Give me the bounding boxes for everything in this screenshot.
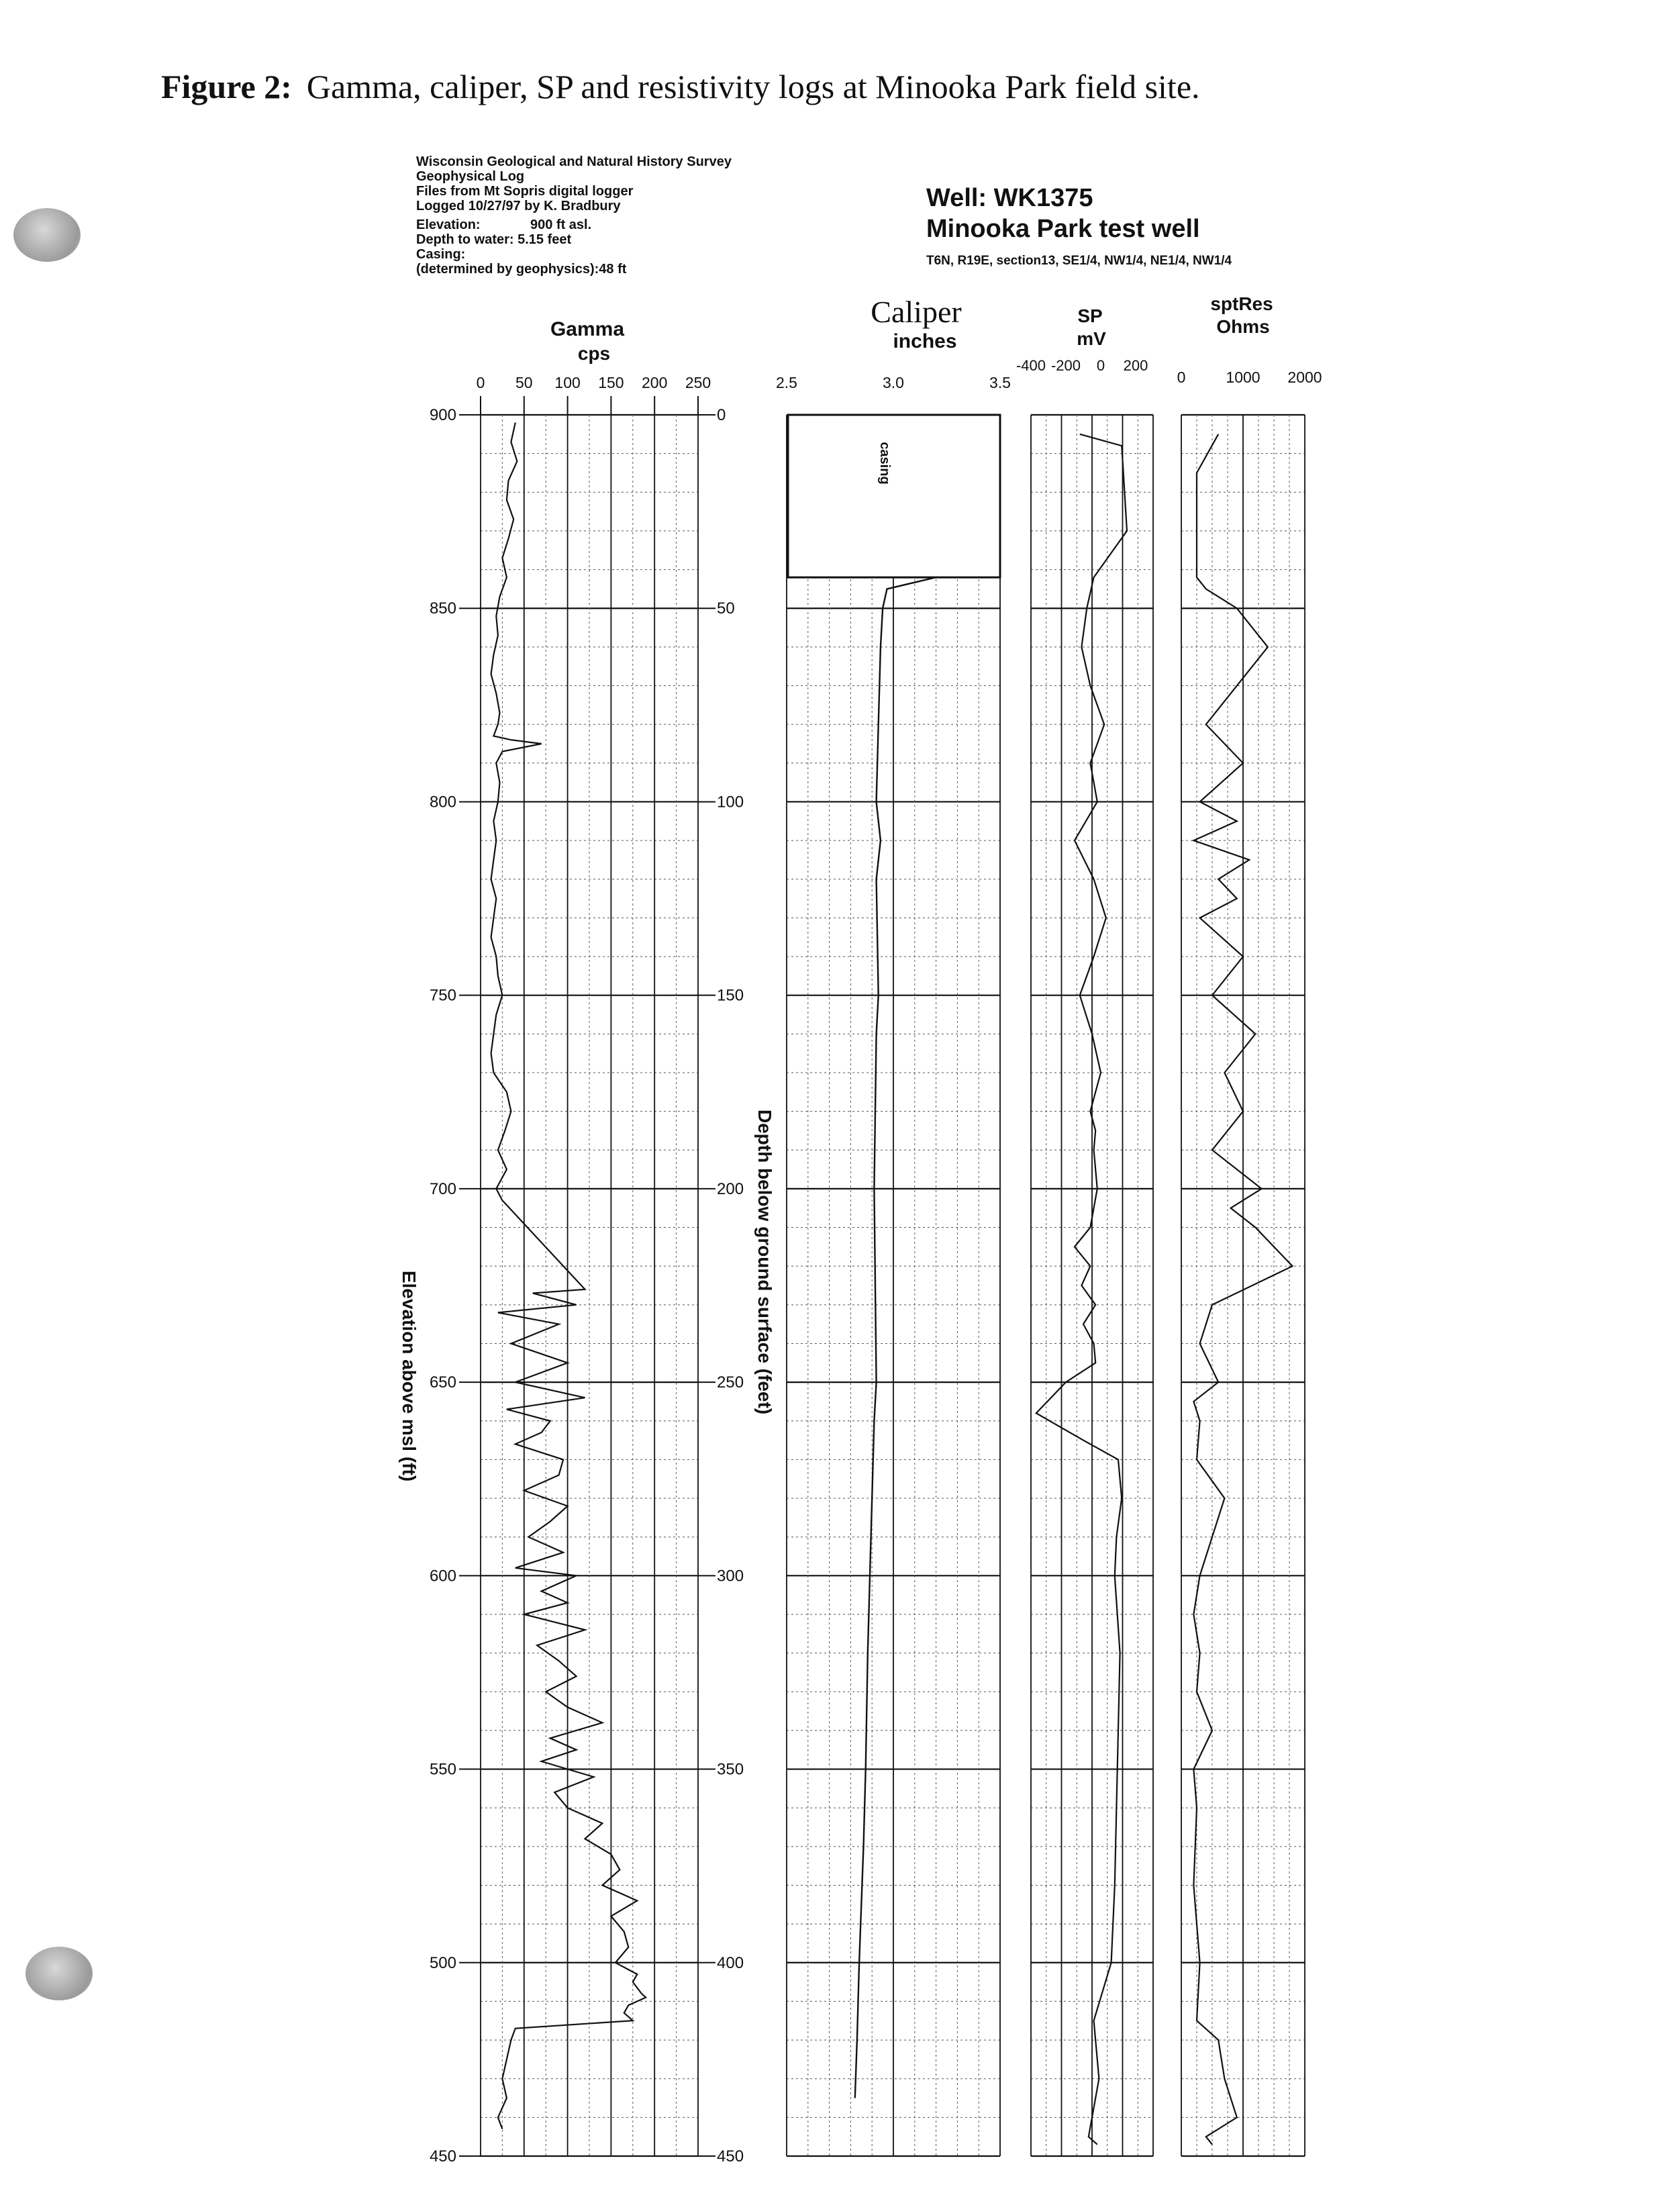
elevation-tick-label: 600 — [429, 1567, 456, 1586]
sp-x-tick-label: -400 — [1016, 357, 1046, 374]
gamma-x-tick-label: 250 — [685, 374, 711, 391]
logged-note: Logged 10/27/97 by K. Bradbury — [416, 199, 621, 213]
gamma-x-tick-label: 0 — [476, 374, 485, 391]
depth-to-water: Depth to water: 5.15 feet — [416, 232, 572, 247]
sp-x-tick-label: -200 — [1050, 357, 1081, 374]
res-x-tick-label: 0 — [1177, 369, 1186, 386]
caliper-x-tick-label: 3.0 — [883, 374, 904, 391]
depth-axis-label: Depth below ground surface (feet) — [754, 1109, 775, 1415]
well-location: T6N, R19E, section13, SE1/4, NW1/4, NE1/4, NW1/4 — [926, 254, 1232, 268]
sp-series-line — [1036, 434, 1127, 2145]
elevation-value: 900 ft asl. — [530, 217, 592, 232]
depth-tick-label: 350 — [717, 1760, 744, 1779]
figure-caption: Gamma, caliper, SP and resistivity logs at Minooka Park field site. — [306, 68, 1200, 105]
elevation-tick-label: 550 — [429, 1760, 456, 1779]
doc-type: Geophysical Log — [416, 169, 525, 184]
casing-box — [788, 415, 1000, 577]
gamma-x-tick-label: 50 — [515, 374, 533, 391]
depth-tick-label: 250 — [717, 1373, 744, 1392]
elevation-tick-label: 850 — [429, 599, 456, 618]
depth-tick-label: 0 — [717, 406, 726, 424]
gamma-x-tick-label: 200 — [642, 374, 668, 391]
depth-tick-label: 450 — [717, 2147, 744, 2165]
depth-tick-label: 300 — [717, 1567, 744, 1586]
res-title: sptRes — [1210, 293, 1273, 314]
elevation-tick-label: 450 — [429, 2147, 456, 2165]
caliper-x-tick-label: 2.5 — [776, 374, 797, 391]
elevation-tick-label: 650 — [429, 1373, 456, 1392]
casing-label: casing — [877, 442, 892, 485]
casing-note: (determined by geophysics):48 ft — [416, 262, 627, 277]
elevation-axis-label: Elevation above msl (ft) — [399, 1270, 419, 1482]
casing-label: Casing: — [416, 247, 466, 262]
depth-tick-label: 150 — [717, 986, 744, 1005]
res-unit: Ohms — [1216, 316, 1270, 337]
caliper-unit: inches — [893, 330, 957, 352]
elevation-tick-label: 750 — [429, 986, 456, 1005]
elevation-tick-label: 700 — [429, 1179, 456, 1198]
res-x-tick-label: 2000 — [1287, 369, 1322, 386]
caliper-title: Caliper — [871, 295, 962, 329]
sp-x-tick-label: 200 — [1123, 357, 1148, 374]
depth-tick-label: 200 — [717, 1179, 744, 1198]
gamma-series-line — [491, 423, 646, 2129]
depth-tick-label: 50 — [717, 599, 735, 618]
files-note: Files from Mt Sopris digital logger — [416, 184, 634, 199]
depth-tick-label: 400 — [717, 1953, 744, 1972]
res-x-tick-label: 1000 — [1226, 369, 1261, 386]
well-id: Well: WK1375 — [926, 184, 1093, 212]
sp-title: SP — [1077, 305, 1103, 326]
elevation-tick-label: 900 — [429, 406, 456, 424]
depth-tick-label: 100 — [717, 793, 744, 812]
sp-x-tick-label: 0 — [1096, 357, 1105, 374]
sp-unit: mV — [1077, 328, 1106, 349]
figure-number: Figure 2: — [161, 68, 292, 105]
gamma-unit: cps — [577, 343, 611, 364]
elevation-label: Elevation: — [416, 217, 481, 232]
caliper-series-line — [855, 577, 936, 2098]
org-name: Wisconsin Geological and Natural History Survey — [416, 154, 732, 169]
elevation-tick-label: 500 — [429, 1953, 456, 1972]
elevation-tick-label: 800 — [429, 793, 456, 812]
gamma-x-tick-label: 100 — [554, 374, 581, 391]
gamma-x-tick-label: 150 — [598, 374, 624, 391]
gamma-title: Gamma — [550, 318, 625, 340]
caliper-x-tick-label: 3.5 — [989, 374, 1011, 391]
well-name: Minooka Park test well — [926, 215, 1200, 243]
